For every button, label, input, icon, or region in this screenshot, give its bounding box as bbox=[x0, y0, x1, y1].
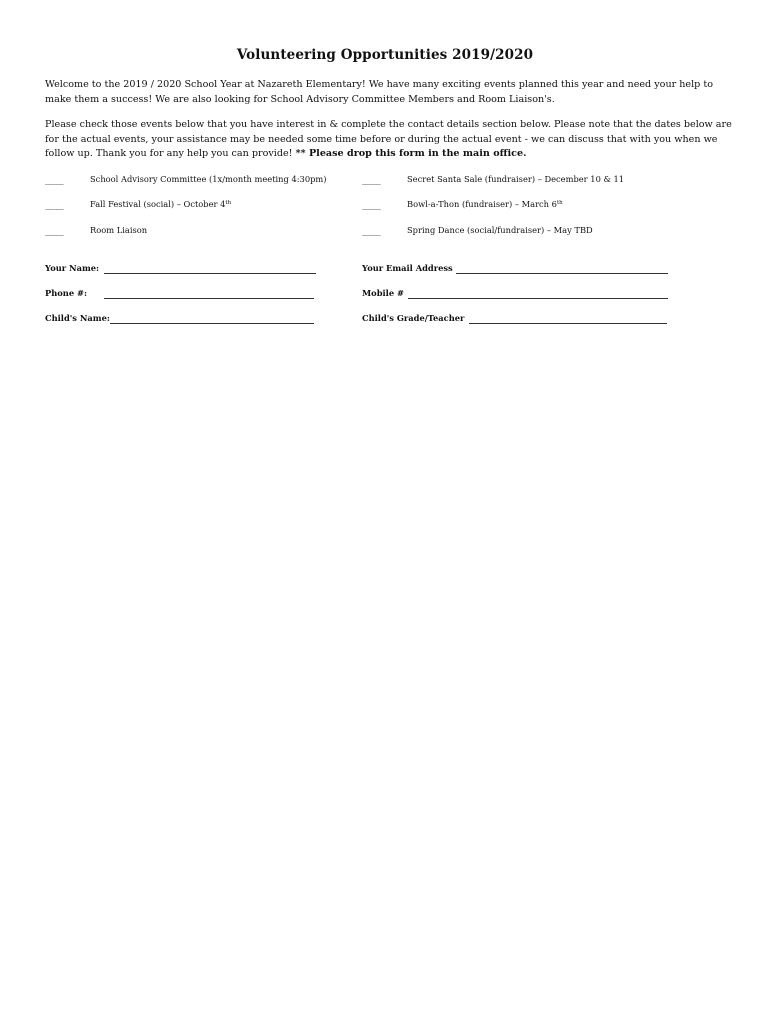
option-label: Bowl-a-Thon (fundraiser) – March 6 bbox=[407, 199, 557, 209]
checkbox-blank-room-liaison[interactable]: _____ bbox=[45, 226, 64, 236]
option-label: Fall Festival (social) – October 4 bbox=[90, 199, 226, 209]
option-secret-santa-sale bbox=[407, 174, 624, 184]
intro-paragraph: Welcome to the 2019 / 2020 School Year at Nazareth Elementary! We have many exciting events planned this year and need your help to make them a success! We are also looking for School Advisory Committee Members and Room Liaison's. bbox=[45, 79, 714, 105]
option-label: Spring Dance (social/fundraiser) – May TBD bbox=[407, 225, 593, 235]
phone-field[interactable] bbox=[104, 298, 314, 299]
checkbox-blank-advisory[interactable]: _____ bbox=[45, 175, 64, 185]
checkbox-blank-fall-festival[interactable]: _____ bbox=[45, 200, 64, 210]
childs-name-field[interactable] bbox=[110, 323, 314, 324]
option-label: Secret Santa Sale (fundraiser) – December 10 & 11 bbox=[407, 174, 625, 184]
checkbox-blank-bowl-a-thon[interactable]: _____ bbox=[362, 200, 381, 210]
option-fall-festival bbox=[90, 199, 231, 209]
option-ordinal-suffix: th bbox=[225, 200, 232, 206]
option-label: School Advisory Committee (1x/month meeting 4:30pm) bbox=[90, 174, 327, 184]
form-title: Volunteering Opportunities 2019/2020 bbox=[236, 47, 534, 63]
phone-label: Phone #: bbox=[45, 288, 88, 298]
instructions-text: Please check those events below that you have interest in & complete the contact details section below. Please note that the dates below are for the actual events, your assistance may be needed some time before or during the actual event - we can discuss that with you when we follow up. Thank you for any help you can provide! bbox=[45, 119, 732, 159]
instructions-bold-note: ** Please drop this form in the main office. bbox=[295, 148, 527, 159]
your-name-field[interactable] bbox=[104, 273, 316, 274]
childs-grade-teacher-field[interactable] bbox=[469, 323, 667, 324]
mobile-field[interactable] bbox=[408, 298, 668, 299]
option-room-liaison bbox=[90, 225, 147, 235]
instructions-paragraph bbox=[45, 118, 735, 162]
checkbox-blank-spring-dance[interactable]: _____ bbox=[362, 226, 381, 236]
your-name-label: Your Name: bbox=[45, 263, 100, 273]
option-school-advisory-committee bbox=[90, 174, 327, 184]
option-spring-dance bbox=[407, 225, 593, 235]
your-email-label: Your Email Address bbox=[362, 263, 453, 273]
mobile-label: Mobile # bbox=[362, 288, 404, 298]
option-label: Room Liaison bbox=[90, 225, 148, 235]
option-bowl-a-thon bbox=[407, 199, 563, 209]
your-email-field[interactable] bbox=[456, 273, 668, 274]
checkbox-blank-secret-santa[interactable]: _____ bbox=[362, 175, 381, 185]
childs-name-label: Child's Name: bbox=[45, 313, 110, 323]
option-ordinal-suffix: th bbox=[556, 200, 563, 206]
childs-grade-teacher-label: Child's Grade/Teacher bbox=[362, 313, 465, 323]
